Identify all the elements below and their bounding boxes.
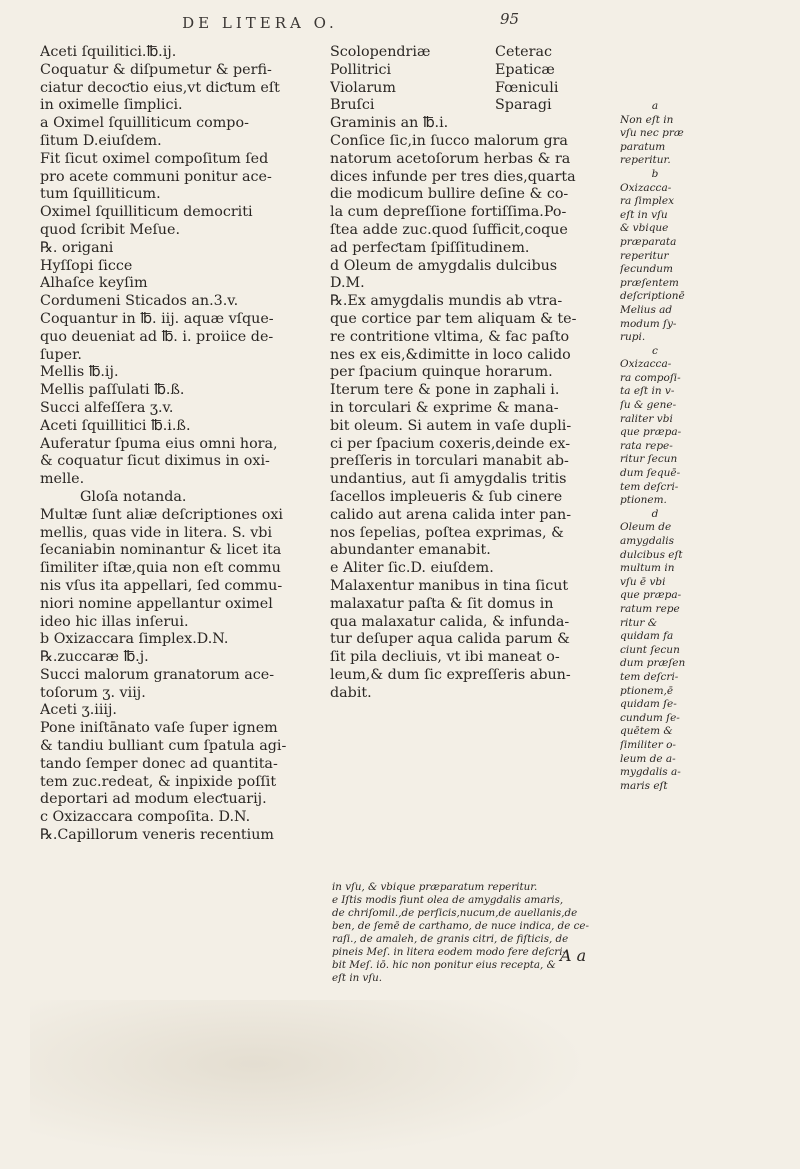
text-line: niori nomine appellantur oximel bbox=[40, 595, 273, 612]
text-line: preſſeris in torculari manabit ab- bbox=[330, 453, 569, 470]
text-line: ℞. origani bbox=[40, 239, 114, 256]
text-line: re contritione vltima, & fac paſto bbox=[330, 328, 570, 345]
text-line: die modicum bullire deſine & co- bbox=[330, 186, 569, 203]
text-line: Mellis paſſulati ℔.ß. bbox=[40, 382, 185, 399]
text-line: ideo hic illas inſerui. bbox=[40, 613, 189, 630]
right-column bbox=[330, 44, 620, 702]
margin-note-line: reperitur. bbox=[620, 154, 671, 167]
text-line: ſtea adde zuc.quod ſufficit,coque bbox=[330, 221, 568, 238]
text-line: que cortice par tem aliquam & te- bbox=[330, 310, 577, 327]
text-line: tem zuc.redeat, & inpixide poſſit bbox=[40, 773, 277, 790]
margin-note-line: modum ſy- bbox=[620, 317, 677, 330]
text-line: c Oxizaccara compoſita. D.N. bbox=[40, 809, 251, 826]
text-line: tur deſuper aqua calida parum & bbox=[330, 631, 570, 648]
margin-note-line: ratum repe bbox=[620, 602, 680, 615]
margin-note-line: cundum ſe- bbox=[620, 711, 680, 724]
text-line: ſimiliter iſtæ,quia non eſt commu bbox=[40, 560, 281, 577]
text-line: e Aliter ſic.D. eiuſdem. bbox=[330, 560, 494, 577]
margin-note-line: ſimiliter o- bbox=[620, 738, 676, 751]
text-line: Graminis an ℔.i. bbox=[330, 115, 449, 132]
margin-note-line: rupi. bbox=[620, 331, 646, 344]
margin-note-line: b bbox=[651, 167, 659, 180]
herb-list bbox=[330, 44, 620, 115]
text-line: & tandiu bulliant cum ſpatula agi- bbox=[40, 738, 287, 755]
herb-name: Ceterac bbox=[495, 44, 552, 60]
margin-note-line: leum de a- bbox=[620, 752, 676, 765]
text-line: ℞.Ex amygdalis mundis ab vtra- bbox=[330, 293, 563, 310]
text-line: Cordumeni Sticados an.3.v. bbox=[40, 293, 239, 310]
herb-name: Epaticæ bbox=[495, 61, 555, 78]
text-line: nis vſus ita appellari, ſed commu- bbox=[40, 577, 283, 594]
text-line: abundanter emanabit. bbox=[330, 542, 491, 559]
margin-note-line: paratum bbox=[620, 140, 666, 153]
margin-note-line: ptionem. bbox=[620, 494, 667, 507]
margin-note-line: a bbox=[651, 100, 659, 112]
text-line: la cum depreſſione fortiſſima.Po- bbox=[330, 204, 567, 221]
text-line: Succi malorum granatorum ace- bbox=[40, 666, 275, 683]
text-line: nos ſepelias, poſtea exprimas, & bbox=[330, 524, 564, 541]
margin-note-line: raliter vbi bbox=[620, 412, 673, 425]
margin-note-line: ritur ſecun bbox=[620, 453, 678, 466]
left-column bbox=[40, 44, 325, 845]
text-line: malaxatur paſta & ſit domus in bbox=[330, 595, 554, 612]
text-line: tum ſquilliticum. bbox=[40, 186, 161, 203]
margin-note-line: quidam fa bbox=[620, 630, 674, 643]
text-line: Succi alfeſſera ʒ.v. bbox=[40, 399, 174, 416]
margin-note-line: præſentem bbox=[620, 276, 679, 289]
text-line: ℞.Capillorum veneris recentium bbox=[40, 827, 274, 844]
margin-note-line: que præpa- bbox=[620, 426, 682, 439]
margin-note-line: Non eſt in bbox=[620, 113, 674, 126]
text-line: Coquatur & diſpumetur & perfi- bbox=[40, 61, 272, 78]
text-line: Coquantur in ℔. iij. aquæ vſque- bbox=[40, 310, 274, 327]
margin-note-line: mygdalis a- bbox=[620, 766, 681, 779]
margin-note-line: ra compoſi- bbox=[620, 371, 681, 384]
text-line: qua malaxatur calida, & infunda- bbox=[330, 613, 570, 630]
text-line: tando ſemper donec ad quantita- bbox=[40, 755, 278, 772]
text-line: mellis, quas vide in litera. S. vbi bbox=[40, 524, 273, 541]
footnote-line: in vſu, & vbique præparatum reperitur. bbox=[332, 881, 538, 893]
herb-row bbox=[330, 80, 620, 98]
margin-note-line: ra ſimplex bbox=[620, 195, 675, 208]
herb-row bbox=[330, 62, 620, 80]
text-line: b Oxizaccara ſimplex.D.N. bbox=[40, 631, 229, 648]
herb-row bbox=[330, 97, 620, 115]
text-line: bit oleum. Si autem in vaſe dupli- bbox=[330, 417, 572, 434]
margin-note-line: deſcriptionē bbox=[620, 290, 685, 303]
text-line: ſacellos impleueris & ſub cinere bbox=[330, 488, 563, 505]
margin-note-line: d bbox=[651, 507, 659, 520]
text-line: Iterum tere & pone in zaphali i. bbox=[330, 382, 560, 399]
margin-note-line: rata repe- bbox=[620, 439, 673, 452]
margin-note-line: c bbox=[652, 344, 658, 357]
text-line: Auferatur ſpuma eius omni hora, bbox=[40, 435, 278, 452]
herb-name: Violarum bbox=[330, 79, 396, 96]
right-column-lines bbox=[330, 115, 620, 702]
margin-notes bbox=[620, 100, 690, 793]
margin-note-line: ſu & gene- bbox=[620, 399, 677, 412]
herb-name: Pollitrici bbox=[330, 61, 392, 78]
text-line: ſecaniabin nominantur & licet ita bbox=[40, 542, 282, 559]
margin-note-line: reperitur bbox=[620, 249, 669, 262]
text-line: ſitum D.eiuſdem. bbox=[40, 132, 162, 149]
margin-note-line: tem deſcri- bbox=[620, 670, 679, 683]
text-line: in torculari & exprime & mana- bbox=[330, 399, 559, 416]
running-title: DE LITERA O. bbox=[182, 14, 338, 32]
footnotes bbox=[332, 881, 622, 985]
text-line: nes ex eis,&dimitte in loco calido bbox=[330, 346, 571, 363]
margin-note-line: ta eſt in v- bbox=[620, 385, 675, 398]
footnote-line: bit Meſ. iō. hic non ponitur eius recepta, & bbox=[332, 959, 556, 971]
herb-name: Sparagi bbox=[495, 97, 552, 114]
footnote-line: de chriſomil.,de perſicis,nucum,de auellanis,de bbox=[332, 907, 578, 919]
margin-note-line: amygdalis bbox=[620, 535, 674, 547]
text-line: ad perfeƈtam ſpiſſitudinem. bbox=[330, 239, 530, 256]
herb-name: Bruſci bbox=[330, 97, 375, 114]
text-line: ℞.zuccaræ ℔.j. bbox=[40, 649, 149, 666]
text-line: Oximel ſquilliticum democriti bbox=[40, 204, 253, 221]
text-line: Multæ ſunt aliæ deſcriptiones oxi bbox=[40, 506, 283, 523]
text-line: & coquatur ſicut diximus in oxi- bbox=[40, 453, 270, 470]
margin-note-line: & vbique bbox=[620, 222, 669, 235]
text-line: melle. bbox=[40, 471, 85, 488]
text-line: Fit ſicut oximel compoſitum ſed bbox=[40, 150, 269, 167]
text-line: Alhaſce keyſim bbox=[40, 275, 148, 292]
text-line: pro acete communi ponitur ace- bbox=[40, 168, 272, 185]
margin-note-line: ritur & bbox=[620, 616, 658, 629]
margin-note-line: vſu ē vbi bbox=[620, 575, 666, 588]
text-line: calido aut arena calida inter pan- bbox=[330, 506, 572, 523]
text-line: dices infunde per tres dies,quarta bbox=[330, 168, 576, 185]
text-line: quod ſcribit Meſue. bbox=[40, 221, 180, 238]
margin-note-line: Oxizacca- bbox=[620, 181, 672, 194]
margin-note-line: Oleum de bbox=[620, 521, 672, 534]
text-line: Aceti ʒ.iiij. bbox=[40, 702, 117, 719]
footnote-line: raſi., de amaleh, de granis citri, de fiſticis, de bbox=[332, 933, 569, 945]
page-header bbox=[0, 10, 800, 38]
text-line: Aceti ſquilitici.℔.ij. bbox=[40, 44, 177, 60]
text-line: Conſice ſic,in ſucco malorum gra bbox=[330, 132, 568, 149]
margin-note-line: ptionem,ē bbox=[620, 684, 674, 697]
text-line: per ſpacium quinque horarum. bbox=[330, 364, 553, 381]
signature-mark: A a bbox=[560, 946, 587, 965]
folio-number: 95 bbox=[500, 10, 520, 28]
margin-note-line: dulcibus eſt bbox=[620, 548, 683, 561]
herb-name: Scolopendriæ bbox=[330, 44, 431, 60]
margin-note-line: quidam ſe- bbox=[620, 698, 677, 711]
herb-name: Fœniculi bbox=[495, 79, 559, 96]
margin-note-line: ſecundum bbox=[620, 263, 673, 276]
margin-note-line: ciunt ſecun bbox=[620, 643, 680, 656]
margin-note-line: quētem & bbox=[620, 725, 673, 738]
text-line: quo deueniat ad ℔. i. proiice de- bbox=[40, 328, 274, 345]
footnote-line: ben, de ſemē de carthamo, de nuce indica, de ce- bbox=[332, 920, 589, 932]
margin-note-line: vſu nec præ bbox=[620, 127, 684, 140]
text-line: ciatur decoƈtio eius,vt diƈtum eſt bbox=[40, 79, 280, 96]
margin-note-line: Oxizacca- bbox=[620, 358, 672, 371]
text-line: ſit pila decliuis, vt ibi maneat o- bbox=[330, 649, 560, 666]
text-line: ci per ſpacium coxeris,deinde ex- bbox=[330, 435, 571, 452]
page-stain bbox=[30, 1000, 590, 1160]
text-line: toſorum ʒ. viij. bbox=[40, 684, 146, 701]
text-line: Pone iniſtānato vaſe ſuper ignem bbox=[40, 720, 278, 737]
text-line: Gloſa notanda. bbox=[80, 488, 187, 505]
text-line: a Oximel ſquilliticum compo- bbox=[40, 115, 249, 132]
text-line: Malaxentur manibus in tina ſicut bbox=[330, 577, 569, 594]
text-line: natorum acetoſorum herbas & ra bbox=[330, 150, 571, 167]
text-line: dabit. bbox=[330, 684, 372, 701]
margin-note-line: dum præſen bbox=[620, 657, 686, 670]
margin-note-line: multum in bbox=[620, 562, 675, 575]
text-line: ſuper. bbox=[40, 346, 82, 363]
text-line: deportari ad modum eleƈtuarij. bbox=[40, 791, 267, 808]
text-line: Hyſſopi ſicce bbox=[40, 257, 133, 274]
margin-note-line: Melius ad bbox=[620, 303, 673, 316]
text-line: Mellis ℔.ij. bbox=[40, 364, 119, 381]
text-line: d Oleum de amygdalis dulcibus bbox=[330, 257, 558, 274]
footnote-line: eſt in vſu. bbox=[332, 972, 383, 984]
margin-note-line: que præpa- bbox=[620, 589, 682, 602]
footnote-line: e Iſtis modis fiunt olea de amygdalis amaris, bbox=[332, 894, 564, 906]
text-line: leum,& dum ſic expreſſeris abun- bbox=[330, 666, 571, 683]
margin-note-line: præparata bbox=[620, 235, 677, 248]
margin-note-line: dum ſequē- bbox=[620, 467, 681, 480]
text-line: Aceti ſquillitici ℔.i.ß. bbox=[40, 417, 191, 434]
margin-note-line: eſt in vſu bbox=[620, 208, 668, 221]
margin-note-line: tem deſcri- bbox=[620, 480, 679, 493]
footnote-line: pineis Meſ. in litera eodem modo fere deſcri- bbox=[332, 946, 566, 958]
text-line: undantius, aut ſi amygdalis tritis bbox=[330, 471, 567, 488]
text-line: D.M. bbox=[330, 275, 365, 292]
text-line: in oximelle ſimplici. bbox=[40, 97, 183, 114]
margin-note-line: maris eſt bbox=[620, 779, 668, 792]
herb-row bbox=[330, 44, 620, 62]
